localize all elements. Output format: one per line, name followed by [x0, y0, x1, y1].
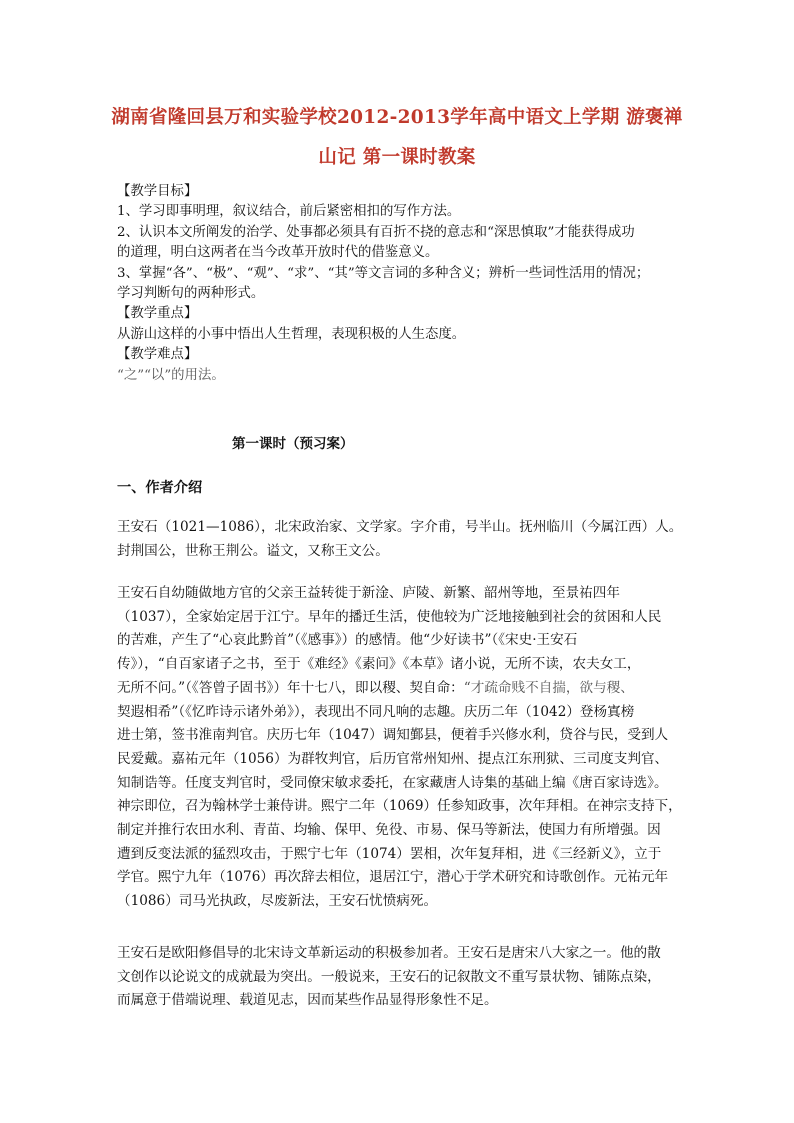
goal-3-line-2: 学习判断句的两种形式。	[117, 286, 265, 302]
paragraph-line: 遭到反变法派的猛烈攻击，于熙宁七年（1074）罢相，次年复拜相，进《三经新义》，立于	[117, 845, 662, 862]
goal-3-line-1: 3、掌握“各”、“极”、“观”、“求”、“其”等文言词的多种含义；辨析一些词性活用的情况；	[117, 265, 650, 281]
author-intro-paragraph	[117, 516, 687, 563]
document-title-line2: 山记 第一课时教案	[318, 147, 476, 168]
lesson-heading: 第一课时（预习案）	[232, 436, 354, 452]
goals-heading: 【教学目标】	[117, 184, 198, 199]
paragraph-line: 制定并推行农田水利、青苗、均输、保甲、免役、市易、保马等新法，使国力有所增强。因	[117, 822, 661, 839]
paragraph-line: 而属意于借端说理、载道见志，因而某些作品显得形象性不足。	[117, 992, 498, 1009]
difficulty-heading: 【教学难点】	[117, 347, 198, 363]
paragraph-line: 的苦难，产生了“心哀此黔首”（《感事》）的感情。他“少好读书”（《宋史·王安石	[117, 632, 578, 649]
difficulty-point: “之”“以”的用法。	[117, 367, 225, 383]
paragraph-line: 神宗即位，召为翰林学士兼侍讲。熙宁二年（1069）任参知政事，次年拜相。在神宗支持下，	[117, 798, 682, 815]
author-biography-paragraph	[117, 582, 687, 914]
paragraph-line: 封荆国公，世称王荆公。谥文，又称王文公。	[117, 542, 389, 559]
paragraph-line	[117, 677, 687, 701]
paragraph-line: 文创作以论说文的成就最为突出。一般说来，王安石的记叙散文不重写景状物、铺陈点染，	[117, 968, 661, 985]
paragraph-line: 民爱戴。嘉祐元年（1056）为群牧判官，后历官常州知州、提点江东刑狱、三司度支判官、	[117, 750, 669, 767]
paragraph-line: 王安石自幼随做地方官的父亲王益转徙于新淦、庐陵、新繁、韶州等地，至景祐四年	[117, 585, 620, 601]
key-point: 从游山这样的小事中悟出人生哲理，表现积极的人生态度。	[117, 326, 466, 342]
document-title-line1: 湖南省隆回县万和实验学校2012-2013学年高中语文上学期 游褒禅	[111, 107, 683, 128]
section-heading-author: 一、作者介绍	[117, 480, 203, 496]
paragraph-line: 王安石（1021—1086），北宋政治家、文学家。字介甫，号半山。抚州临川（今属江西）人。	[117, 519, 683, 535]
paragraph-line: （1037），全家始定居于江宁。早年的播迁生活，使他较为广泛地接触到社会的贫困和人民	[117, 608, 662, 625]
paragraph-text: 无所不问。”（《答曾子固书》）年十七八，即以稷、契自命：	[117, 679, 464, 696]
paragraph-line: 学官。熙宁九年（1076）再次辞去相位，退居江宁，潜心于学术研究和诗歌创作。元祐元年	[117, 869, 669, 886]
paragraph-line: 知制诰等。任度支判官时，受同僚宋敏求委托，在家藏唐人诗集的基础上编《唐百家诗选》。	[117, 774, 668, 791]
key-points-heading: 【教学重点】	[117, 306, 198, 322]
paragraph-line: 进士第，签书淮南判官。庆历七年（1047）调知鄞县，便着手兴修水利，贷谷与民，受到人	[117, 727, 669, 744]
paragraph-line: 契遐相希”（《忆昨诗示诸外弟》），表现出不同凡响的志趣。庆历二年（1042）登杨寘榜	[117, 703, 635, 720]
goal-2-line-1: 2、认识本文所阐发的治学、处事都必须具有百折不挠的意志和“深思慎取”才能获得成功	[117, 224, 635, 240]
teaching-objectives-block	[117, 182, 687, 386]
literary-achievement-paragraph	[117, 942, 687, 1013]
goal-2-line-2: 的道理，明白这两者在当今改革开放时代的借鉴意义。	[117, 245, 439, 261]
paragraph-line: 传》），“自百家诸子之书，至于《难经》《素问》《本草》诸小说，无所不读，农夫女工，	[117, 656, 641, 673]
goal-1: 1、学习即事明理，叙议结合，前后紧密相扣的写作方法。	[117, 204, 461, 220]
paragraph-line: 王安石是欧阳修倡导的北宋诗文革新运动的积极参加者。王安石是唐宋八大家之一。他的散	[117, 945, 661, 961]
poem-quote: “才疏命贱不自揣，欲与稷、	[463, 679, 634, 696]
paragraph-line: （1086）司马光执政，尽废新法，王安石忧愤病死。	[117, 893, 438, 910]
